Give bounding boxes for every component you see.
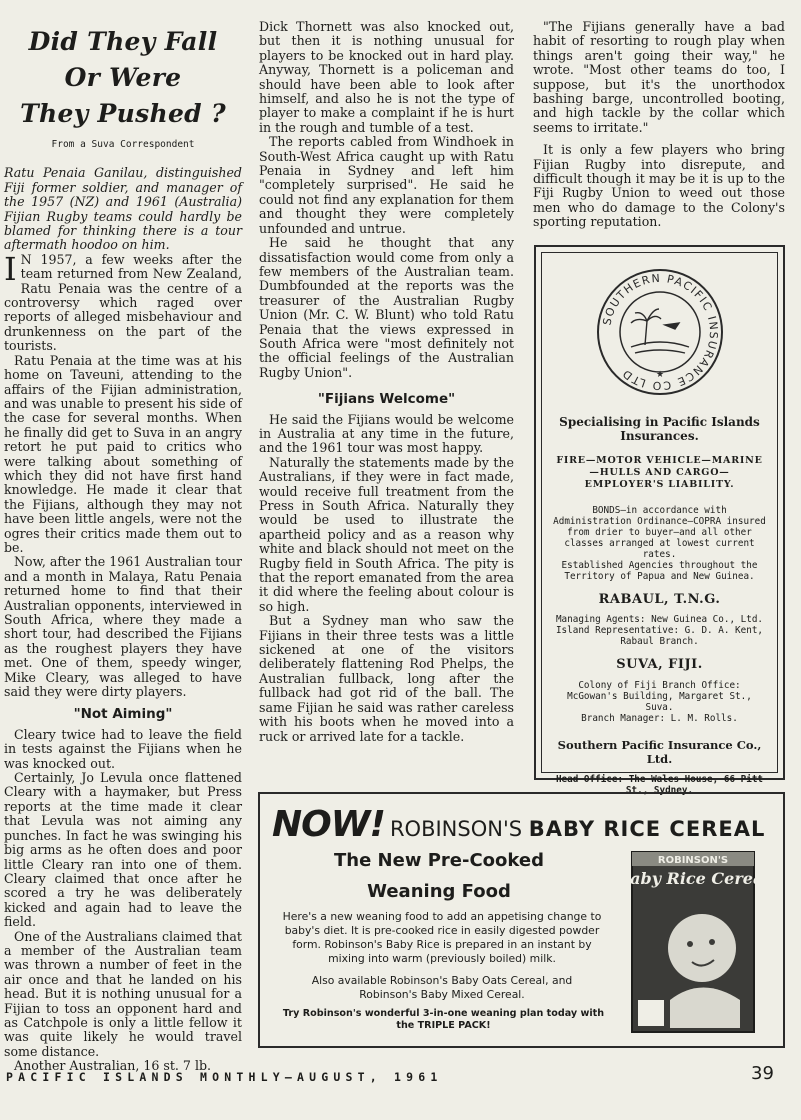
paragraph-13: But a Sydney man who saw the Fijians in their three tests was a little sickened at one of the visitors deliberately flattening Rod Phelps, the Australian fullback, long after the fullback had got rid of the ball. The same Fijian he said was rather careless with his boots when he moved into a ruck or arrived late for a tackle. (259, 613, 514, 744)
cereal-brand-bold: BABY RICE CEREAL (528, 817, 766, 841)
article-headline (4, 24, 242, 132)
paragraph-12: Naturally the statements made by the Australians, if they were in fact made, would receive full treatment from the Press in South Africa. Naturally they would be used to illustrate the apartheid policy and as a reason why white and black should not meet on the Rugby field in South Africa. The pity is that the report emanated from the area it did where the feeling about colour is so high. (259, 454, 514, 614)
subhead-not-aiming: "Not Aiming" (73, 706, 173, 723)
cereal-subhead-1: The New Pre-Cooked (333, 850, 544, 871)
page-number: 39 (751, 1063, 774, 1084)
insurance-company-name: Southern Pacific Insurance Co., Ltd. (557, 737, 762, 766)
paragraph-14: "The Fijians generally have a bad habit of resorting to rough play when things aren't going their way," he wrote. "Most other teams do too, I suppose, but it's the unorthodox bashing barge, uncontrolled booting, and high tackle by the collar which seems to irritate." (533, 19, 785, 135)
baby-face-icon (668, 914, 736, 982)
drop-cap: I (4, 249, 17, 288)
article-column-2 (259, 20, 514, 744)
paragraph-7: Another Australian, 16 st. 7 lb. (14, 1058, 212, 1074)
paragraph-5: Certainly, Jo Levula once flattened Cleary with a haymaker, but Press reports at the time made it clear that Levula was not aiming any punches. In fact he was swinging his big arms as he often does and poor little Cleary ran into one of them. Cleary claimed that once after he scored a try he was deliberately kicked and again had to leave the field. (4, 770, 242, 930)
paragraph-11: He said the Fijians would be welcome in Australia at any time in the future, and the 1961 tour was most happy. (259, 411, 514, 456)
paragraph-1 (4, 249, 242, 354)
cereal-body-text: Here's a new weaning food to add an appetising change to baby's diet. It is pre-cooked rice in easily digested powder form. Robinson's Baby Rice is prepared in an instant by mixing into warm (previously boiled) milk. (282, 910, 602, 965)
insurance-ad-heading: Specialising in Pacific Islands Insurances. (559, 414, 760, 443)
cereal-also-available: Also available Robinson's Baby Oats Cereal, and Robinson's Baby Mixed Cereal. (311, 974, 573, 1001)
seal-island-scene (631, 309, 689, 353)
insurance-ad-inner-border (541, 252, 778, 796)
paragraph-6: One of the Australians claimed that a member of the Australian team was thrown a number of feet in the air once and that he landed on his head. But it is nothing unusual for a Fijian to toss an opponent hard and as Catchpole is only a little fellow it was quite likely he would travel some distance. (4, 928, 242, 1059)
article-standfirst: Ratu Penaia Ganilau, distinguished Fiji former soldier, and manager of the 1957 (NZ) and 1961 (Australia) Fijian Rugby teams could hardly be blamed for thinking there is a tour aftermath hoodoo on him. (4, 165, 242, 253)
paragraph-2: Ratu Penaia at the time was at his home on Taveuni, attending to the affairs of the Fijian administration, and was unable to present his side of the case for several months. When he finally did get to Suva in an angry retort he put paid to critics who were talking about something of which they did not have first hand knowledge. He made it clear that the Fijians, although they may not have been little angels, were not the ogres their critics made them out to be. (4, 352, 242, 555)
insurance-classes: FIRE—MOTOR VEHICLE—MARINE —HULLS AND CARGO— EMPLOYER'S LIABILITY. (556, 454, 763, 490)
cereal-brand-pre: ROBINSON'S (389, 817, 523, 841)
cereal-box-name: Baby Rice Cereal (616, 869, 770, 888)
insurance-advertisement (534, 245, 785, 796)
cereal-now: NOW! (272, 804, 385, 845)
paragraph-10: He said he thought that any dissatisfaction would come from only a few members of the Australian team. Dumbfounded at the reports was the treasurer of the Australian Rugby Union (Mr. C. W. Blunt) who told Ratu Penaia that the views expressed in South Africa were "most definitely not the official feelings of the Australian Rugby Union". (259, 235, 514, 380)
cereal-try-line: Try Robinson's wonderful 3-in-one weaning plan today with the TRIPLE PACK! (282, 1008, 605, 1031)
article-column-3 (533, 20, 785, 230)
insurance-town-rabaul: RABAUL, T.N.G. (598, 591, 721, 607)
cereal-subhead-2: Weaning Food (367, 881, 511, 902)
insurance-head-office: Head Office: The Wales House, 66 Pitt St., Sydney. (555, 773, 764, 796)
cereal-advertisement (258, 792, 785, 1048)
article-byline: From a Suva Correspondent (51, 139, 195, 150)
headline-line-3: They Pushed ? (20, 99, 226, 128)
insurance-town-suva: SUVA, FIJI. (616, 657, 703, 672)
paragraph-3: Now, after the 1961 Australian tour and a month in Malaya, Ratu Penaia returned home to find that their Australian opponents, interviewed in South Africa, where they made a short tour, had described the Fijians as the roughest players they have met. One of them, speedy winger, Mike Cleary, was alleged to have said they were dirty players. (4, 554, 242, 700)
svg-text:★: ★ (655, 370, 664, 380)
cereal-ad-headline (272, 804, 765, 845)
paragraph-15: It is only a few players who bring Fijian Rugby into disrepute, and difficult though it may be it is up to the Fiji Rugby Union to weed out those men who do damage to the Colony's sporting reputation. (533, 142, 785, 230)
cereal-box-brand: ROBINSON'S (657, 855, 729, 866)
insurance-agencies: Established Agencies throughout the Territory of Papua and New Guinea. (561, 559, 758, 582)
paragraph-1-text: N 1957, a few weeks after the team returned from New Zealand, Ratu Penaia was the centre of a controversy which raged over reports of alleged misbehaviour and drunkenness on the part of the tourists. (4, 251, 242, 354)
paragraph-9: The reports cabled from Windhoek in South-West Africa caught up with Ratu Penaia in Sydney and left him "completely surprised". He said he could not find any explanation for them and thought they were completely unfounded and untrue. (259, 134, 514, 236)
paragraph-8: Dick Thornett was also knocked out, but then it is nothing unusual for players to be knocked out in hard play. Anyway, Thornett is a policeman and should have been able to look after himself, and also he is not the type of player to make a complaint if he is hurt in the rough and tumble of a test. (259, 19, 514, 135)
insurance-seal-logo (595, 267, 725, 397)
headline-line-2: Or Were (64, 63, 182, 92)
insurance-branch-manager: Branch Manager: L. M. Rolls. (581, 712, 738, 724)
svg-text:SOUTHERN PACIFIC INSURANCE CO: SOUTHERN PACIFIC INSURANCE CO LTD (599, 271, 720, 393)
headline-line-1: Did They Fall (28, 27, 218, 56)
insurance-bonds: BONDS—in accordance with Administration Ordinance—COPRA insured from drier to buyer—and all other classes arranged at lowest current rates. (553, 504, 766, 560)
paragraph-4: Cleary twice had to leave the field in tests against the Fijians when he was knocked out. (4, 726, 242, 771)
subhead-fijians-welcome: "Fijians Welcome" (317, 391, 456, 408)
article-column-1 (4, 20, 242, 1074)
insurance-managing-agents: Managing Agents: New Guinea Co., Ltd. (555, 614, 764, 625)
cereal-brand (390, 817, 765, 841)
insurance-island-rep: Island Representative: G. D. A. Kent, Rabaul Branch. (555, 625, 764, 647)
insurance-fiji-office: Colony of Fiji Branch Office: McGowan's Building, Margaret St., Suva. (567, 679, 752, 713)
cereal-box-illustration (616, 850, 770, 1034)
page-footer: PACIFIC ISLANDS MONTHLY—AUGUST, 1961 (6, 1070, 443, 1084)
